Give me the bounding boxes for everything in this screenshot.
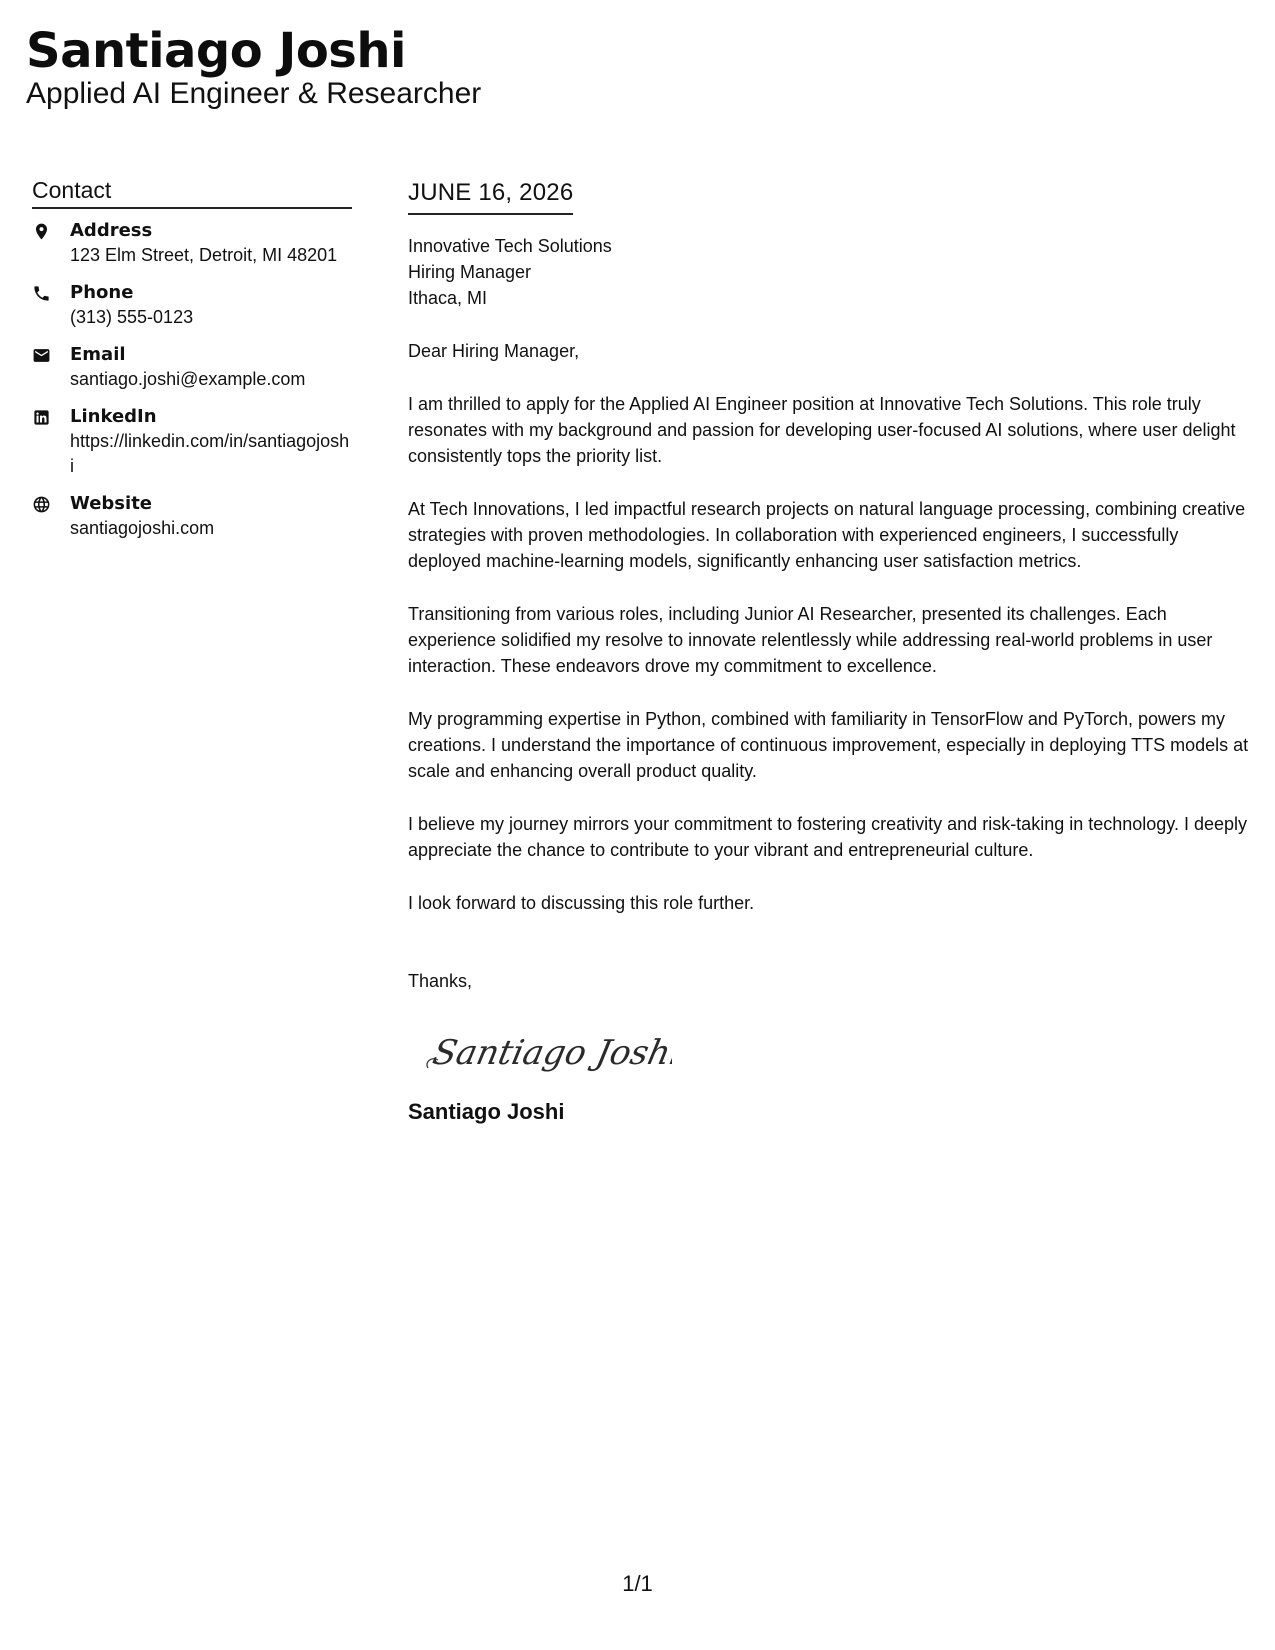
- paragraph-2: At Tech Innovations, I led impactful research projects on natural language processing, combining creative strategies with proven methodologies. In collaboration with experienced engineers, I successfully deployed machine-learning models, significantly enhancing user satisfaction metrics.: [408, 499, 1246, 571]
- paragraph-3: Transitioning from various roles, including Junior AI Researcher, presented its challenges. Each experience solidified my resolve to innovate relentlessly while addressing real-world problems in user interaction. These endeavors drove my commitment to excellence.: [408, 604, 1213, 676]
- phone-value: (313) 555-0123: [70, 307, 194, 327]
- signature-image: [422, 1022, 672, 1082]
- phone-icon: [32, 281, 70, 304]
- contact-item-phone: [32, 281, 352, 330]
- website-value[interactable]: santiagojoshi.com: [70, 518, 215, 538]
- website-label: Website: [70, 493, 153, 514]
- linkedin-label: LinkedIn: [70, 406, 157, 427]
- contact-item-linkedin: [32, 405, 352, 479]
- paragraph-6: I look forward to discussing this role further.: [408, 893, 755, 913]
- linkedin-icon: [32, 405, 70, 428]
- address-value: 123 Elm Street, Detroit, MI 48201: [70, 245, 338, 265]
- envelope-icon: [32, 343, 70, 366]
- linkedin-value[interactable]: https://linkedin.com/in/santiagojoshi: [70, 431, 350, 476]
- location-pin-icon: [32, 219, 70, 242]
- signer-name: Santiago Joshi: [408, 1099, 565, 1124]
- letter-header: [26, 22, 481, 112]
- contact-sidebar: [32, 175, 352, 554]
- paragraph-4: My programming expertise in Python, combined with familiarity in TensorFlow and PyTorch, powers my creations. I understand the importance of continuous improvement, especially in deploying TTS models at scale and enhancing overall product quality.: [408, 709, 1249, 781]
- paragraph-1: I am thrilled to apply for the Applied AI Engineer position at Innovative Tech Solutions. This role truly resonates with my background and passion for developing user-focused AI solutions, where user delight consistently tops the priority list.: [408, 394, 1236, 466]
- salutation: Dear Hiring Manager,: [408, 341, 580, 361]
- recipient-location: Ithaca, MI: [408, 288, 488, 308]
- contact-item-address: [32, 219, 352, 268]
- paragraph-5: I believe my journey mirrors your commitment to fostering creativity and risk-taking in technology. I deeply appreciate the chance to contribute to your vibrant and entrepreneurial culture.: [408, 814, 1248, 860]
- applicant-title: Applied AI Engineer & Researcher: [26, 77, 482, 110]
- address-label: Address: [70, 220, 153, 241]
- contact-section-title: Contact: [32, 175, 352, 209]
- letter-body: [408, 178, 1253, 1126]
- signature-text: Santiago Joshi: [429, 1033, 672, 1073]
- applicant-name: Santiago Joshi: [26, 23, 406, 79]
- email-label: Email: [70, 344, 126, 365]
- recipient-block: [408, 233, 1253, 311]
- closing: Thanks,: [408, 971, 473, 991]
- recipient-title: Hiring Manager: [408, 262, 532, 282]
- page-indicator: 1/1: [622, 1571, 653, 1596]
- contact-item-email: [32, 343, 352, 392]
- phone-label: Phone: [70, 282, 134, 303]
- recipient-company: Innovative Tech Solutions: [408, 236, 612, 256]
- letter-date: JUNE 16, 2026: [408, 178, 573, 215]
- email-value[interactable]: santiago.joshi@example.com: [70, 369, 306, 389]
- globe-icon: [32, 492, 70, 515]
- contact-item-website: [32, 492, 352, 541]
